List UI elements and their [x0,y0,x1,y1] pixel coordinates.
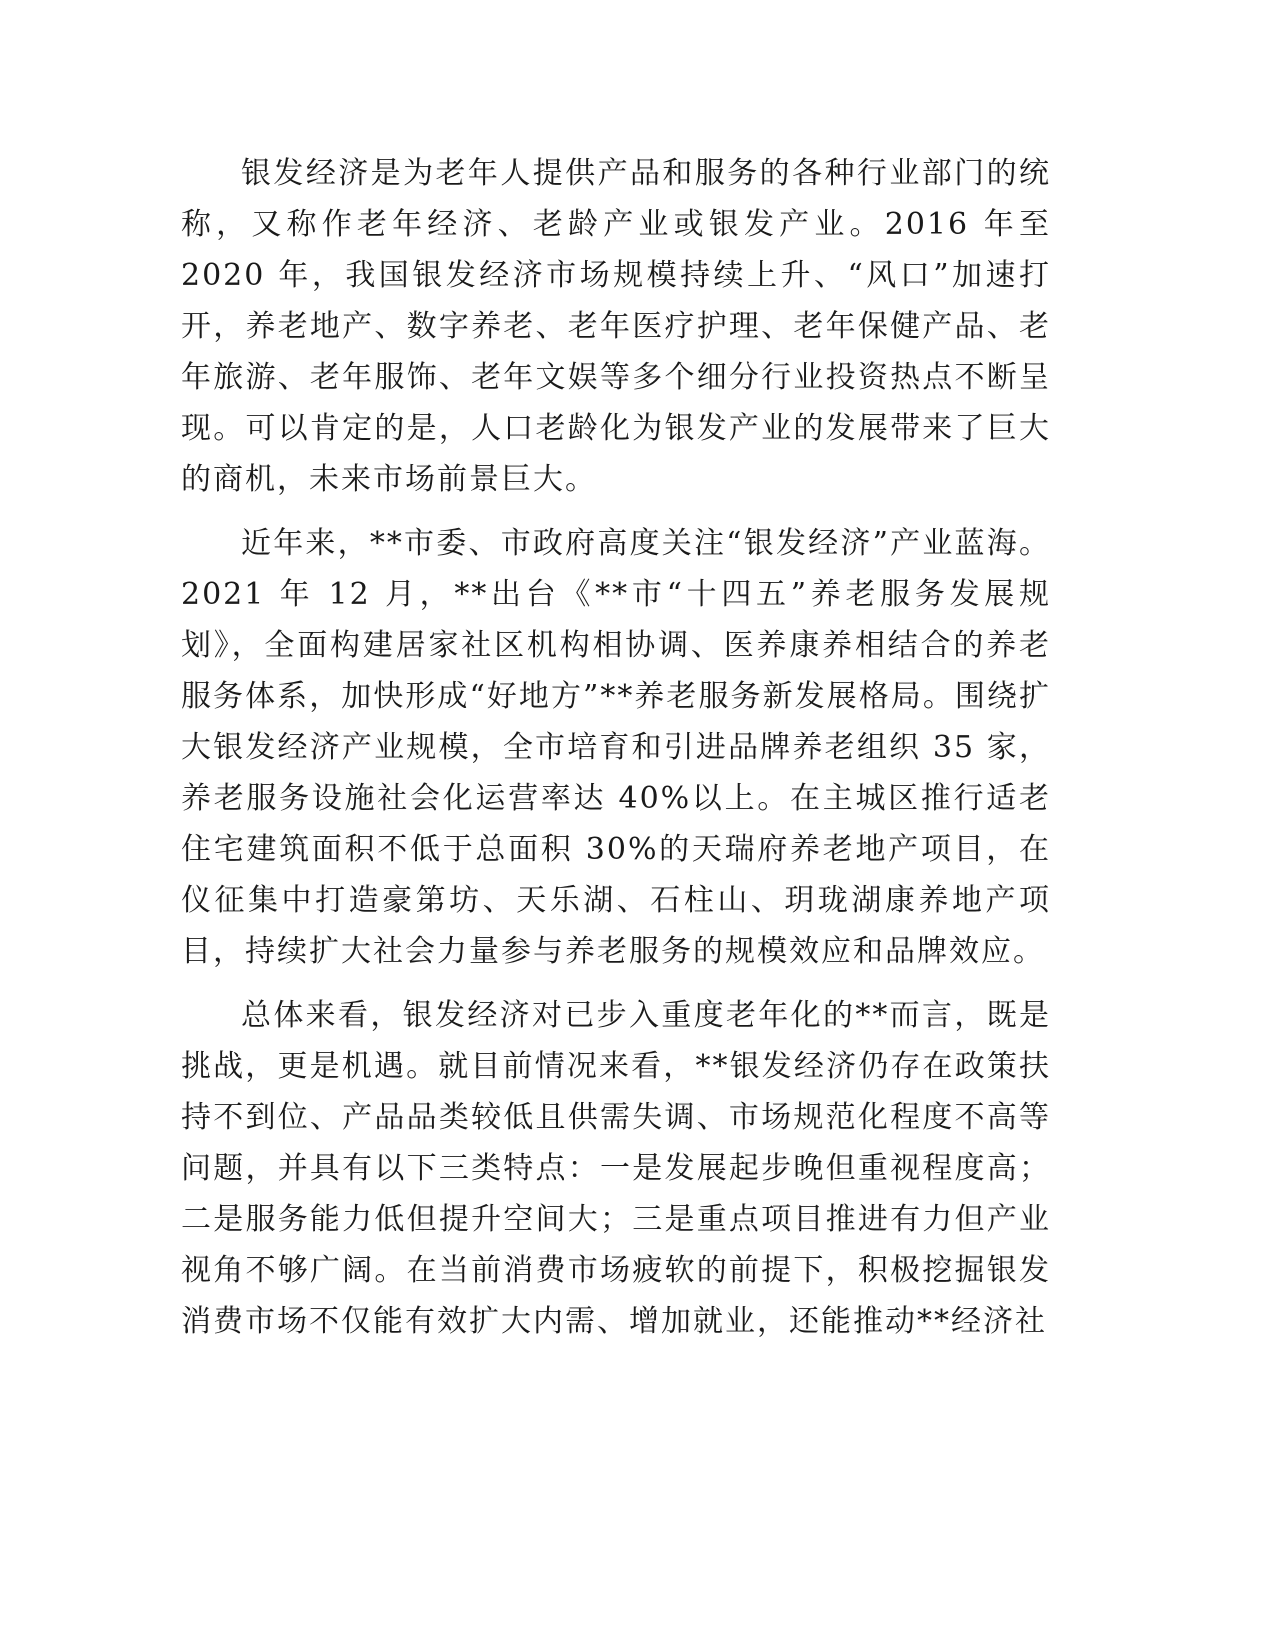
document-body [181,148,1051,1347]
paragraph-1: 银发经济是为老年人提供产品和服务的各种行业部门的统称，又称作老年经济、老龄产业或银发产业。2016 年至 2020 年，我国银发经济市场规模持续上升、“风口”加速打开，养老地产、数字养老、老年医疗护理、老年保健产品、老年旅游、老年服饰、老年文娱等多个细分行业投资热点不断呈现。可以肯定的是，人口老龄化为银发产业的发展带来了巨大的商机，未来市场前景巨大。 [181,156,1051,497]
paragraph-3: 总体来看，银发经济对已步入重度老年化的**而言，既是挑战，更是机遇。就目前情况来看，**银发经济仍存在政策扶持不到位、产品品类较低且供需失调、市场规范化程度不高等问题，并具有以下三类特点：一是发展起步晚但重视程度高；二是服务能力低但提升空间大；三是重点项目推进有力但产业视角不够广阔。在当前消费市场疲软的前提下，积极挖掘银发消费市场不仅能有效扩大内需、增加就业，还能推动**经济社 [181,998,1051,1339]
paragraph-2: 近年来，**市委、市政府高度关注“银发经济”产业蓝海。2021 年 12 月，**出台《**市“十四五”养老服务发展规划》，全面构建居家社区机构相协调、医养康养相结合的养老服务体系，加快形成“好地方”**养老服务新发展格局。围绕扩大银发经济产业规模，全市培育和引进品牌养老组织 35 家，养老服务设施社会化运营率达 40%以上。在主城区推行适老住宅建筑面积不低于总面积 30%的天瑞府养老地产项目，在仪征集中打造豪第坊、天乐湖、石柱山、玥珑湖康养地产项目，持续扩大社会力量参与养老服务的规模效应和品牌效应。 [181,526,1051,969]
